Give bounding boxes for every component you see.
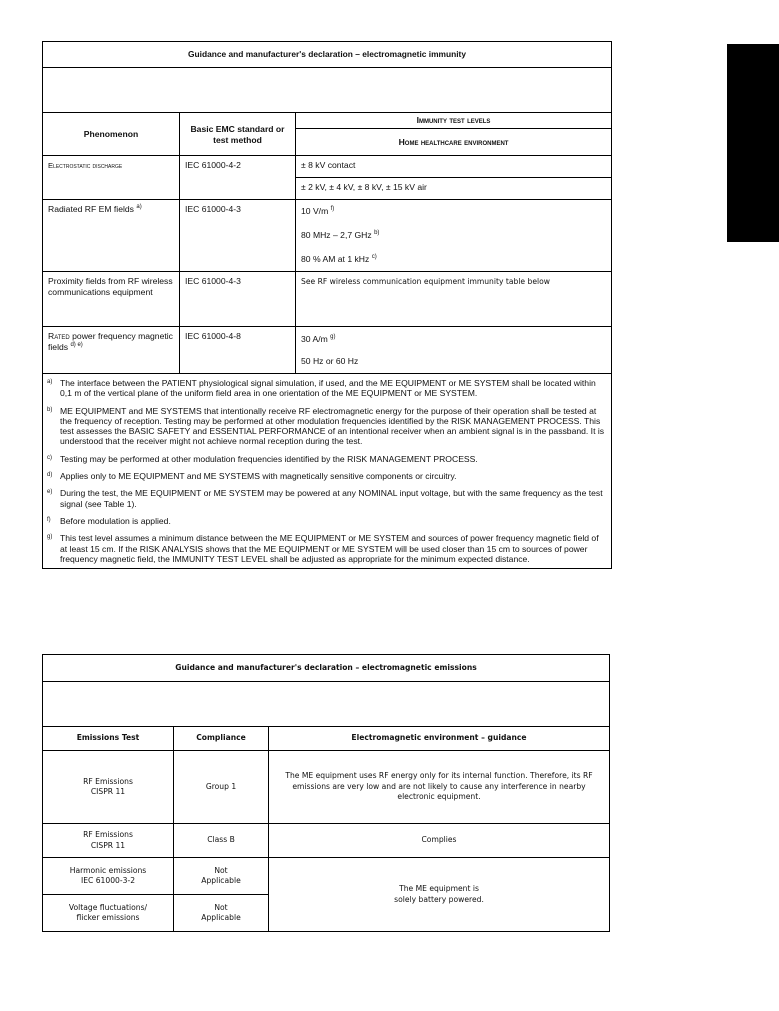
immunity-table bbox=[42, 41, 612, 569]
footnote-ref: c) bbox=[371, 254, 377, 261]
standard-cell: IEC 61000-4-3 bbox=[180, 272, 296, 327]
footnote bbox=[47, 378, 605, 399]
header-emissions-test: Emissions Test bbox=[43, 727, 174, 751]
immunity-title: Guidance and manufacturer's declaration – electromagnetic immunity bbox=[43, 42, 612, 68]
footnote-text: Applies only to ME EQUIPMENT and ME SYSTEMS with magnetically sensitive components or circuitry. bbox=[60, 471, 457, 482]
footnote bbox=[47, 406, 605, 447]
footnote-text: This test level assumes a minimum distance between the ME EQUIPMENT or ME SYSTEM and sources of power frequency magnetic field of at least 15 cm. If the RISK ANALYSIS shows that the ME EQUIPMENT or ME SYSTEM will be used closer than 15 cm to sources of power frequency magnetic field, the IMMUNITY TEST LEVEL shall be adjusted as appropriate for the minimum expected distance. bbox=[60, 533, 599, 564]
compliance-cell: Not Applicable bbox=[174, 895, 269, 932]
table-row bbox=[43, 751, 610, 824]
phenomenon-text: Radiated RF EM fields bbox=[48, 204, 134, 214]
level-value: 50 Hz or 60 Hz bbox=[301, 356, 359, 366]
footnote bbox=[47, 471, 605, 481]
guidance-cell: The ME equipment uses RF energy only for its internal function. Therefore, its RF emissions are very low and are not likely to cause any interference in nearby electronic equipment. bbox=[269, 751, 610, 824]
emissions-table bbox=[42, 654, 610, 932]
compliance-cell: Class B bbox=[174, 824, 269, 858]
footnotes bbox=[43, 374, 612, 569]
phenomenon-cell bbox=[43, 200, 180, 272]
footnote-mark: e) bbox=[47, 489, 53, 496]
level-value bbox=[296, 224, 611, 248]
level-text: 30 A/m bbox=[301, 334, 328, 344]
standard-cell: IEC 61000-4-2 bbox=[180, 156, 296, 200]
emissions-test-cell: Voltage fluctuations/ flicker emissions bbox=[43, 895, 174, 932]
level-value: ± 8 kV contact bbox=[301, 160, 356, 170]
standard-cell: IEC 61000-4-3 bbox=[180, 200, 296, 272]
guidance-cell: Complies bbox=[269, 824, 610, 858]
header-home-healthcare: Home healthcare environment bbox=[296, 129, 612, 156]
emissions-test-cell: Harmonic emissions IEC 61000-3-2 bbox=[43, 858, 174, 895]
level-cell: See RF wireless communication equipment immunity table below bbox=[296, 272, 612, 327]
emissions-title: Guidance and manufacturer's declaration – electromagnetic emissions bbox=[43, 655, 610, 682]
footnote bbox=[47, 454, 605, 464]
footnote-text: Before modulation is applied. bbox=[60, 515, 171, 526]
table-row bbox=[43, 858, 610, 895]
immunity-blank-row bbox=[43, 68, 612, 113]
level-value bbox=[296, 200, 611, 224]
header-guidance: Electromagnetic environment – guidance bbox=[269, 727, 610, 751]
footnote-mark: b) bbox=[47, 406, 53, 413]
compliance-cell: Not Applicable bbox=[174, 858, 269, 895]
footnote bbox=[47, 533, 605, 564]
footnote-mark: a) bbox=[47, 379, 53, 385]
phenomenon-cell bbox=[43, 327, 180, 374]
footnote-ref: d) e) bbox=[70, 342, 83, 349]
footnote-text: ME EQUIPMENT and ME SYSTEMS that intentionally receive RF electromagnetic energy for the purpose of their operation shall be tested at the frequency of reception. Testing may be performed at other modulation frequencies identified by the RISK MANAGEMENT PROCESS. This test assesses the BASIC SAFETY and ESSENTIAL PERFORMANCE of an intentional receiver when an ambient signal is in the passband. It is understood that the receiver might not achieve normal reception during the test. bbox=[60, 405, 605, 447]
table-row bbox=[43, 824, 610, 858]
emissions-blank-row bbox=[43, 682, 610, 727]
compliance-cell: Group 1 bbox=[174, 751, 269, 824]
phenomenon-text: power frequency magnetic fields bbox=[48, 331, 173, 352]
level-text: 80 % AM at 1 kHz bbox=[301, 254, 370, 264]
level-cell bbox=[296, 327, 612, 374]
phenomenon-cell: Electrostatic discharge bbox=[43, 156, 180, 200]
footnote bbox=[47, 516, 605, 526]
footnote-text: Testing may be performed at other modulation frequencies identified by the RISK MANAGEMENT PROCESS. bbox=[60, 453, 478, 464]
table-row bbox=[43, 327, 612, 374]
footnote-mark: c) bbox=[47, 454, 52, 461]
table-row bbox=[43, 272, 612, 327]
footnote-ref: b) bbox=[374, 230, 380, 237]
header-immunity-levels: Immunity test levels bbox=[296, 113, 612, 129]
header-compliance: Compliance bbox=[174, 727, 269, 751]
footnote-ref: a) bbox=[136, 204, 142, 211]
emissions-test-cell: RF Emissions CISPR 11 bbox=[43, 824, 174, 858]
level-value bbox=[296, 327, 611, 351]
phenomenon-cell: Proximity fields from RF wireless communications equipment bbox=[43, 272, 180, 327]
level-text: 10 V/m bbox=[301, 206, 329, 216]
level-cell bbox=[296, 156, 612, 200]
footnote-ref: g) bbox=[330, 334, 336, 341]
footnote-text: During the test, the ME EQUIPMENT or ME SYSTEM may be powered at any NOMINAL input voltage, but with the same frequency as the test signal (see Table 1). bbox=[60, 488, 603, 509]
table-row bbox=[43, 200, 612, 272]
footnote-mark: g) bbox=[47, 534, 53, 541]
footnote-mark: d) bbox=[47, 472, 53, 479]
emissions-test-cell: RF Emissions CISPR 11 bbox=[43, 751, 174, 824]
section-tab-marker bbox=[727, 44, 779, 242]
standard-cell: IEC 61000-4-8 bbox=[180, 327, 296, 374]
footnote-text: The interface between the PATIENT physiological signal simulation, if used, and the ME EQUIPMENT or ME SYSTEM shall be located within 0,1 m of the vertical plane of the uniform field area in one orientation of the ME EQUIPMENT or ME SYSTEM. bbox=[60, 378, 596, 399]
footnote-mark: f) bbox=[47, 516, 51, 523]
level-cell bbox=[296, 200, 612, 272]
footnote bbox=[47, 488, 605, 509]
level-value bbox=[296, 248, 611, 271]
guidance-cell: The ME equipment is solely battery powered. bbox=[269, 858, 610, 932]
table-row bbox=[43, 156, 612, 200]
level-value: ± 2 kV, ± 4 kV, ± 8 kV, ± 15 kV air bbox=[296, 177, 611, 199]
level-text: 80 MHz – 2,7 GHz bbox=[301, 230, 372, 240]
footnote-ref: f) bbox=[330, 206, 335, 213]
phenomenon-smallcaps: Rated bbox=[48, 331, 70, 341]
header-basic-emc: Basic EMC standard or test method bbox=[180, 113, 296, 156]
header-phenomenon: Phenomenon bbox=[43, 113, 180, 156]
